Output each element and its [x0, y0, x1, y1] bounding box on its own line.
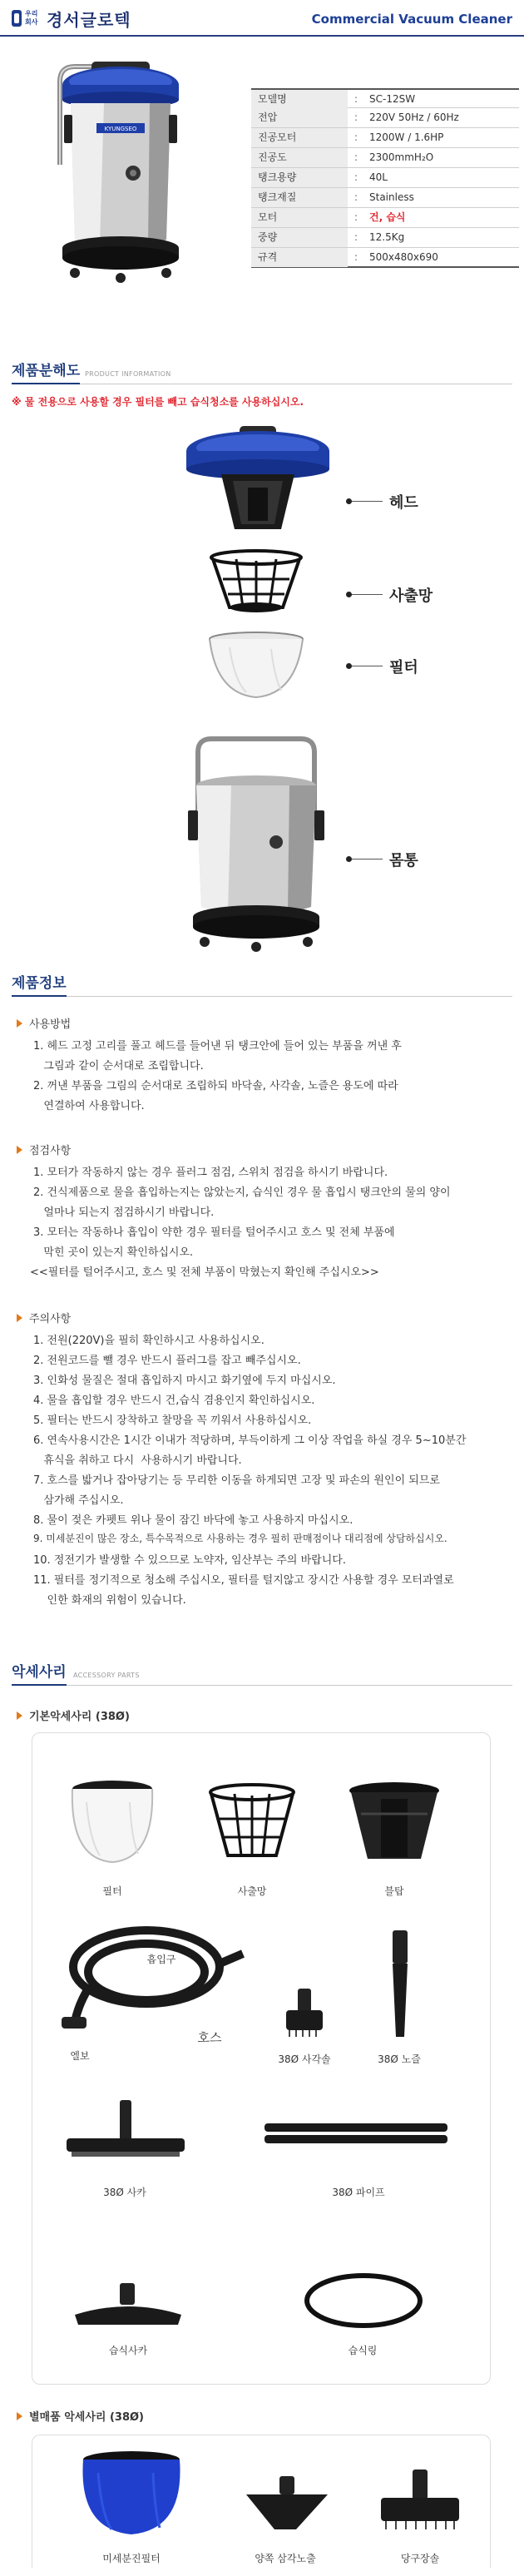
arrow-icon — [17, 1146, 22, 1154]
info-line: 2. 전원코드를 뺄 경우 반드시 플러그를 잡고 빼주십시오. — [33, 1355, 301, 1367]
spec-key: 전압 — [251, 108, 348, 127]
section-title-accessories — [12, 1661, 512, 1686]
logo-small-bottom: 회사 — [25, 18, 38, 26]
usage-title: 사용방법 — [29, 1018, 72, 1031]
spec-value-highlight: 건, 습식 — [369, 211, 406, 223]
info-line: 5. 필터는 반드시 장착하고 찰망을 꼭 끼워서 사용하십시오. — [33, 1414, 312, 1427]
spec-value: Stainless — [369, 191, 414, 203]
body-leader-dot — [346, 856, 352, 862]
logo-small-top: 우리 — [25, 10, 38, 17]
spec-key: 탱크용량 — [251, 168, 348, 187]
acc-caption: 필터 — [102, 1885, 122, 1897]
spec-sep: : — [354, 151, 358, 163]
acc-caption: 습식사카 — [108, 2345, 148, 2356]
section-subtitle: PRODUCT INFORMATION — [85, 370, 171, 378]
info-line: 7. 호스를 밟거나 잡아당기는 등 무리한 이동을 하게되면 고장 및 파손의 원인이 되므로 — [33, 1474, 440, 1487]
section-title-text: 제품분해도 — [12, 359, 80, 379]
info-line: 휴식을 취하고 다시 사용하시기 바랍니다. — [33, 1454, 242, 1467]
warning-text: ※ 물 전용으로 사용할 경우 필터를 빼고 습식청소를 사용하십시오. — [12, 396, 304, 408]
acc-caption: 38Ø 노즐 — [378, 2053, 421, 2065]
spec-row — [251, 188, 519, 208]
acc-caption: 블탑 — [384, 1885, 404, 1897]
basket-icon — [206, 1782, 298, 1865]
spec-key: 규격 — [251, 248, 348, 267]
info-line: 연결하여 사용합니다. — [33, 1100, 145, 1112]
info-line: 6. 연속사용시간은 1시간 이내가 적당하며, 부득이하게 그 이상 작업을 하실 경우 5~10분간 — [33, 1434, 467, 1447]
arrow-icon — [17, 1019, 22, 1028]
basic-accessories-heading — [17, 1707, 130, 1723]
arrow-icon — [17, 1712, 22, 1720]
wet-squeegee-icon — [70, 2281, 186, 2331]
body-part-image — [173, 732, 339, 957]
head-leader-line — [349, 501, 383, 502]
usage-heading — [17, 1015, 71, 1031]
acc-caption: 38Ø 파이프 — [332, 2187, 385, 2198]
vacuum-product-image — [42, 48, 195, 315]
basic-accessories-title: 기본악세사리 (38Ø) — [29, 1711, 130, 1723]
spec-value: SC-12SW — [369, 93, 416, 105]
spec-key: 탱크재질 — [251, 188, 348, 207]
section-title-parts — [12, 359, 512, 384]
basket-leader-dot — [346, 592, 352, 597]
spec-row — [251, 228, 519, 248]
section-title-text: 악세사리 — [12, 1660, 67, 1681]
section-title-info — [12, 972, 512, 997]
spec-value: 2300mmH₂O — [369, 151, 434, 163]
spec-value: 12.5Kg — [369, 231, 405, 243]
acc-caption: 미세분진필터 — [102, 2553, 161, 2564]
spec-value: 40L — [369, 171, 388, 183]
info-line: 막힌 곳이 있는지 확인하십시오. — [33, 1246, 194, 1259]
spec-sep: : — [354, 111, 358, 123]
part-label-filter: 필터 — [389, 659, 418, 676]
info-line: 9. 미세분진이 많은 장소, 특수목적으로 사용하는 경우 필히 판매점이나 대리점에 상담하십시오. — [33, 1533, 447, 1544]
category-title: Commercial Vacuum Cleaner — [311, 12, 512, 27]
floor-tool-icon — [374, 2468, 466, 2534]
acc-caption: 38Ø 사카 — [103, 2187, 146, 2198]
spec-key: 중량 — [251, 228, 348, 247]
squeegee-icon — [63, 2097, 188, 2172]
arrow-icon — [17, 2412, 22, 2420]
arrow-icon — [17, 1314, 22, 1322]
spec-key: 진공모터 — [251, 128, 348, 147]
info-line: 2. 꺼낸 부품을 그림의 순서대로 조립하되 바닥솔, 사각솔, 노즐은 용도에 따라 — [33, 1080, 398, 1092]
part-label-body: 몸통 — [389, 852, 418, 869]
logo-icon — [12, 8, 40, 30]
info-line: 2. 건식제품으로 물을 흡입하는지는 않았는지, 습식인 경우 물 흡입시 탱크안의 물의 양이 — [33, 1186, 451, 1199]
acc-caption: 습식링 — [348, 2345, 378, 2356]
page-header — [0, 0, 524, 37]
basket-leader-line — [349, 594, 383, 595]
info-line: 1. 모터가 작동하지 않는 경우 플러그 점검, 스위치 점검을 하시기 바랍니다. — [33, 1167, 388, 1179]
spec-table — [251, 88, 519, 268]
spec-value: 1200W / 1.6HP — [369, 131, 444, 143]
basket-part-image — [206, 549, 306, 616]
spec-sep: : — [354, 93, 358, 105]
part-label-head: 헤드 — [389, 494, 418, 512]
spec-row — [251, 248, 519, 268]
check-heading — [17, 1142, 71, 1157]
info-line: 3. 인화성 물질은 절대 흡입하지 마시고 화기옆에 두지 마십시오. — [33, 1375, 336, 1387]
info-line: 8. 물이 젖은 카펫트 위나 물이 잠긴 바닥에 놓고 사용하지 마십시오. — [33, 1514, 353, 1527]
info-line: 1. 전원(220V)을 필히 확인하시고 사용하십시오. — [33, 1335, 264, 1347]
spec-sep: : — [354, 231, 358, 243]
spec-sep: : — [354, 131, 358, 143]
spec-value: 500x480x690 — [369, 251, 438, 263]
fine-filter-icon — [73, 2448, 190, 2539]
spec-sep: : — [354, 251, 358, 263]
spec-key: 진공도 — [251, 148, 348, 167]
product-badge: KYUNGSEO — [104, 126, 137, 132]
crevice-tool-icon — [238, 2474, 338, 2533]
info-line: 11. 필터를 정기적으로 청소해 주십시오, 필터를 털지않고 장시간 사용할 경우 모터과열로 — [33, 1574, 454, 1587]
spec-row — [251, 208, 519, 228]
spec-row — [251, 168, 519, 188]
info-line: 얼마나 되는지 점검하시기 바랍니다. — [33, 1206, 215, 1219]
check-title: 점검사항 — [29, 1145, 72, 1157]
caution-title: 주의사항 — [29, 1313, 72, 1325]
filter-bag-icon — [67, 1777, 158, 1869]
info-line: 4. 물을 흡입할 경우 반드시 건,습식 겸용인지 확인하십시오. — [33, 1395, 315, 1407]
part-label-basket: 사출망 — [389, 587, 433, 605]
spec-row — [251, 148, 519, 168]
square-brush-icon — [281, 1989, 328, 2039]
spec-sep: : — [354, 211, 358, 223]
info-line: 3. 모터는 작동하나 흡입이 약한 경우 필터를 털어주시고 호스 및 전체 부품에 — [33, 1226, 395, 1239]
wet-ring-icon — [301, 2271, 426, 2330]
acc-caption: 사출망 — [237, 1885, 267, 1897]
head-part-image — [175, 421, 341, 537]
section-title-text: 제품정보 — [12, 971, 67, 992]
spec-sep: : — [354, 191, 358, 203]
acc-caption: 엘보 — [70, 2050, 90, 2062]
filter-leader-dot — [346, 663, 352, 669]
acc-caption: 38Ø 사각솔 — [278, 2053, 331, 2065]
stand-icon — [344, 1781, 444, 1867]
pipe-icon — [263, 2120, 449, 2145]
info-line: 그림과 같이 순서대로 조립합니다. — [33, 1060, 204, 1073]
acc-caption: 호스 — [197, 2030, 222, 2045]
hose-icon — [55, 1914, 246, 2039]
info-line: 삼가해 주십시오. — [33, 1494, 124, 1507]
brand-name: 경서글로텍 — [47, 10, 131, 30]
info-line: <<필터를 털어주시고, 호스 및 전체 부품이 막혔는지 확인해 주십시오>> — [30, 1266, 379, 1279]
acc-caption: 당구장솔 — [400, 2553, 440, 2564]
spec-value: 220V 50Hz / 60Hz — [369, 111, 459, 123]
spec-row — [251, 108, 519, 128]
filter-part-image — [205, 631, 308, 702]
nozzle-icon — [389, 1930, 411, 2039]
info-line: 인한 화재의 위험이 있습니다. — [33, 1594, 186, 1607]
acc-caption: 흡입구 — [146, 1954, 176, 1965]
spec-row — [251, 88, 519, 108]
spec-sep: : — [354, 171, 358, 183]
caution-heading — [17, 1310, 71, 1325]
head-leader-dot — [346, 498, 352, 504]
info-line: 10. 정전기가 발생할 수 있으므로 노약자, 임산부는 주의 바랍니다. — [33, 1554, 346, 1567]
extra-accessories-heading — [17, 2408, 144, 2424]
spec-key: 모델명 — [251, 90, 348, 109]
extra-accessories-title: 별매품 악세사리 (38Ø) — [29, 2411, 144, 2424]
spec-row — [251, 128, 519, 148]
spec-key: 모터 — [251, 208, 348, 227]
section-subtitle: ACCESSORY PARTS — [73, 1672, 140, 1679]
acc-caption: 양쪽 삼각노출 — [255, 2553, 316, 2564]
info-line: 1. 헤드 고정 고리를 풀고 헤드를 들어낸 뒤 탱크안에 들어 있는 부품을 꺼낸 후 — [33, 1040, 402, 1053]
